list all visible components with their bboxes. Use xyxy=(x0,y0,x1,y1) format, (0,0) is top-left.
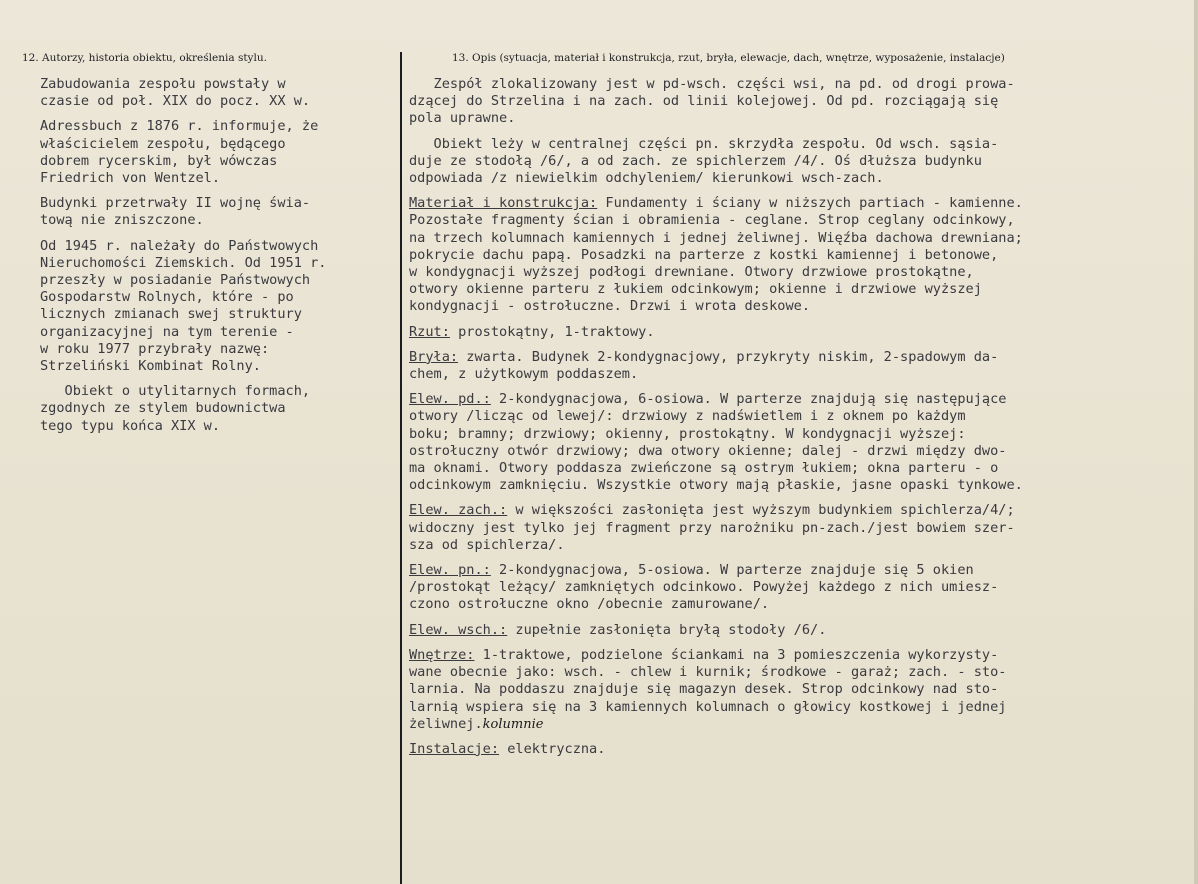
description-paragraph xyxy=(409,562,1189,614)
description-text-line xyxy=(409,247,1189,264)
description-line-text: Fundamenty i ściany w niższych partiach - kamienne. xyxy=(597,195,1023,212)
history-text-line xyxy=(40,400,392,417)
section-label: Instalacje: xyxy=(409,740,500,757)
description-line-text: odcinkowym zamknięciu. Wszystkie otwory mają płaskie, jasne opaski tynkowe. xyxy=(409,477,1023,494)
history-line-text: czasie od poł. XIX do pocz. XX w. xyxy=(40,93,311,110)
description-line-text: na trzech kolumnach kamiennych i jednej żeliwnej. Więźba dachowa drewniana; xyxy=(409,229,1023,246)
history-text-line xyxy=(40,76,392,93)
description-text-line xyxy=(409,520,1189,537)
history-text-line xyxy=(40,324,392,341)
history-line-text: przeszły w posiadanie Państwowych xyxy=(40,272,311,289)
history-text-line xyxy=(40,93,392,110)
description-line-text: 2-kondygnacjowa, 6-osiowa. W parterze znajdują się następujące xyxy=(490,391,1007,408)
description-line-text: dzącej do Strzelina i na zach. od linii kolejowej. Od pd. rozciągają się xyxy=(409,93,999,110)
description-text-line xyxy=(409,195,1189,212)
section-label: Elew. zach.: xyxy=(409,502,508,519)
history-text-line xyxy=(40,358,392,375)
history-line-text: właścicielem zespołu, będącego xyxy=(40,135,286,152)
history-text-line xyxy=(40,289,392,306)
description-text-line xyxy=(409,681,1189,698)
description-line-text: odpowiada /z niewielkim odchyleniem/ kierunkowi wsch-zach. xyxy=(409,170,884,187)
description-line-text: Zespół zlokalizowany jest w pd-wsch. części wsi, na pd. od drogi prowa- xyxy=(409,76,1015,92)
history-text-line xyxy=(40,170,392,187)
description-line-text: /prostokąt leżący/ zamkniętych odcinkowo. Powyżej każdego z nich umiesz- xyxy=(409,579,999,596)
history-line-text: Budynki przetrwały II wojnę świa- xyxy=(40,195,311,212)
description-line-text: sza od spichlerza/. xyxy=(409,536,565,553)
description-line-text: zwarta. Budynek 2-kondygnacjowy, przykryty niskim, 2-spadowym da- xyxy=(458,348,999,365)
description-paragraph xyxy=(409,349,1189,383)
description-line-text: 2-kondygnacjowa, 5-osiowa. W parterze znajduje się 5 okien xyxy=(490,562,974,579)
description-text-line xyxy=(409,110,1189,127)
column-divider xyxy=(400,52,402,884)
description-text-line xyxy=(409,664,1189,681)
description-paragraph xyxy=(409,136,1189,188)
description-paragraph xyxy=(409,741,1189,758)
history-text-line xyxy=(40,418,392,435)
section-12-header: 12. Autorzy, historia obiektu, określenia stylu. xyxy=(22,52,267,64)
description-line-text: otwory /licząc od lewej/: drzwiowy z nadświetlem i z oknem po każdym xyxy=(409,408,966,425)
history-line-text: Od 1945 r. należały do Państwowych xyxy=(40,237,319,254)
description-text-line xyxy=(409,93,1189,110)
description-line-text: ostrołuczny otwór drzwiowy; dwa otwory okienne; dalej - drzwi między dwo- xyxy=(409,442,1007,459)
description-line-text: kondygnacji - ostrołuczne. Drzwi i wrota deskowe. xyxy=(409,298,811,315)
description-text-line xyxy=(409,281,1189,298)
description-line-text: duje ze stodołą /6/, a od zach. ze spichlerzem /4/. Oś dłuższa budynku xyxy=(409,152,982,169)
description-paragraph xyxy=(409,76,1189,128)
section-label: Rzut: xyxy=(409,323,450,340)
description-text-line xyxy=(409,741,1189,758)
description-line-text: elektryczna. xyxy=(499,740,606,757)
description-text-line xyxy=(409,212,1189,229)
handwritten-note: kolumnie xyxy=(482,716,544,732)
description-line-text: larnią wspiera się na 3 kamiennych kolumnach o głowicy kostkowej i jednej xyxy=(409,698,1007,715)
description-text-line xyxy=(409,349,1189,366)
description-paragraph xyxy=(409,622,1189,639)
description-text-line xyxy=(409,170,1189,187)
description-text-line xyxy=(409,477,1189,494)
history-line-text: organizacyjnej na tym terenie - xyxy=(40,323,294,340)
history-line-text: Gospodarstw Rolnych, które - po xyxy=(40,289,294,306)
description-paragraph xyxy=(409,324,1189,341)
history-column xyxy=(40,76,392,443)
description-line-text: żeliwnej. xyxy=(409,715,483,732)
history-text-line xyxy=(40,255,392,272)
history-text-line xyxy=(40,238,392,255)
description-text-line xyxy=(409,596,1189,613)
section-label: Bryła: xyxy=(409,348,459,365)
section-label: Elew. pd.: xyxy=(409,391,491,408)
history-paragraph xyxy=(40,118,392,187)
history-line-text: licznych zmianach swej struktury xyxy=(40,306,302,323)
description-text-line xyxy=(409,324,1189,341)
history-text-line xyxy=(40,212,392,229)
description-text-line xyxy=(409,460,1189,477)
history-text-line xyxy=(40,195,392,212)
section-label: Elew. pn.: xyxy=(409,562,491,579)
description-text-line xyxy=(409,716,1189,733)
history-paragraph xyxy=(40,238,392,376)
description-text-line xyxy=(409,391,1189,408)
page-edge xyxy=(1194,0,1198,884)
history-line-text: Zabudowania zespołu powstały w xyxy=(40,76,286,92)
description-line-text: ma oknami. Otwory poddasza zwieńczone są ostrym łukiem; okna parteru - o xyxy=(409,460,999,477)
description-text-line xyxy=(409,298,1189,315)
history-paragraph xyxy=(40,383,392,435)
description-line-text: otwory okienne parteru z łukiem odcinkowym; okienne i drzwiowe wyższej xyxy=(409,281,982,298)
description-text-line xyxy=(409,230,1189,247)
section-13-header: 13. Opis (sytuacja, materiał i konstrukcja, rzut, bryła, elewacje, dach, wnętrze, wyposażenie, instalacje) xyxy=(452,52,1005,64)
description-text-line xyxy=(409,136,1189,153)
description-text-line xyxy=(409,699,1189,716)
section-label: Materiał i konstrukcja: xyxy=(409,195,598,212)
description-column xyxy=(409,76,1189,766)
history-line-text: Strzeliński Kombinat Rolny. xyxy=(40,358,261,375)
description-paragraph xyxy=(409,647,1189,733)
history-text-line xyxy=(40,383,392,400)
history-paragraph xyxy=(40,76,392,110)
description-line-text: w większości zasłonięta jest wyższym budynkiem spichlerza/4/; xyxy=(507,502,1015,519)
history-line-text: Friedrich von Wentzel. xyxy=(40,170,221,187)
history-text-line xyxy=(40,341,392,358)
description-text-line xyxy=(409,537,1189,554)
history-line-text: Nieruchomości Ziemskich. Od 1951 r. xyxy=(40,254,327,271)
description-line-text: zupełnie zasłonięta bryłą stodoły /6/. xyxy=(507,621,827,638)
history-text-line xyxy=(40,306,392,323)
history-line-text: tego typu końca XIX w. xyxy=(40,417,221,434)
history-line-text: dobrem rycerskim, był wówczas xyxy=(40,152,278,169)
description-line-text: pola uprawne. xyxy=(409,110,516,127)
history-paragraph xyxy=(40,195,392,229)
description-line-text: Pozostałe fragmenty ścian i obramienia - ceglane. Strop ceglany odcinkowy, xyxy=(409,212,1015,229)
history-line-text: Adressbuch z 1876 r. informuje, że xyxy=(40,118,319,135)
history-line-text: zgodnych ze stylem budownictwa xyxy=(40,400,286,417)
description-line-text: czono ostrołuczne okno /obecnie zamurowane/. xyxy=(409,596,770,613)
description-paragraph xyxy=(409,391,1189,494)
description-text-line xyxy=(409,153,1189,170)
description-text-line xyxy=(409,264,1189,281)
description-line-text: 1-traktowe, podzielone ściankami na 3 pomieszczenia wykorzysty- xyxy=(474,646,999,663)
history-line-text: Obiekt o utylitarnych formach, xyxy=(40,383,311,400)
description-line-text: Obiekt leży w centralnej części pn. skrzydła zespołu. Od wsch. sąsia- xyxy=(409,135,999,152)
description-paragraph xyxy=(409,195,1189,315)
history-line-text: w roku 1977 przybrały nazwę: xyxy=(40,340,270,357)
description-line-text: wane obecnie jako: wsch. - chlew i kurnik; środkowe - garaż; zach. - sto- xyxy=(409,664,1007,681)
history-line-text: tową nie zniszczone. xyxy=(40,212,204,229)
description-text-line xyxy=(409,408,1189,425)
description-text-line xyxy=(409,647,1189,664)
description-text-line xyxy=(409,579,1189,596)
history-text-line xyxy=(40,272,392,289)
history-text-line xyxy=(40,118,392,135)
description-line-text: chem, z użytkowym poddaszem. xyxy=(409,366,639,383)
description-line-text: pokrycie dachu papą. Posadzki na parterze z kostki kamiennej i betonowe, xyxy=(409,246,999,263)
description-text-line xyxy=(409,443,1189,460)
description-text-line xyxy=(409,366,1189,383)
description-line-text: prostokątny, 1-traktowy. xyxy=(449,323,655,340)
description-text-line xyxy=(409,562,1189,579)
history-text-line xyxy=(40,153,392,170)
description-line-text: w kondygnacji wyższej podłogi drewniane. Otwory drzwiowe prostokątne, xyxy=(409,264,974,281)
description-line-text: widoczny jest tylko jej fragment przy narożniku pn-zach./jest bowiem szer- xyxy=(409,519,1015,536)
section-label: Elew. wsch.: xyxy=(409,621,508,638)
description-line-text: larnia. Na poddaszu znajduje się magazyn desek. Strop odcinkowy nad sto- xyxy=(409,681,999,698)
history-text-line xyxy=(40,136,392,153)
section-label: Wnętrze: xyxy=(409,646,475,663)
description-text-line xyxy=(409,76,1189,93)
description-line-text: boku; bramny; drzwiowy; okienny, prostokątny. W kondygnacji wyższej: xyxy=(409,425,966,442)
description-text-line xyxy=(409,622,1189,639)
description-text-line xyxy=(409,426,1189,443)
description-text-line xyxy=(409,502,1189,519)
description-paragraph xyxy=(409,502,1189,554)
